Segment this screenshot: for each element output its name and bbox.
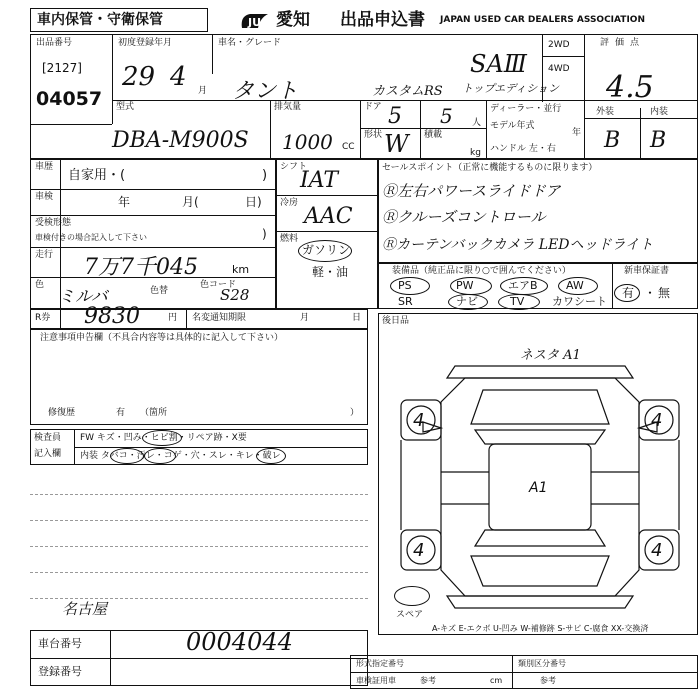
fuel-diesel: 軽・油	[312, 265, 349, 279]
org-name: 愛知	[276, 10, 310, 30]
class-number-label: 類別区分番号	[518, 659, 566, 668]
shape-value: W	[384, 130, 409, 158]
handwritten-footer: 名古屋	[62, 600, 108, 618]
equip-tv-circle	[498, 294, 540, 310]
first-reg-month-unit: 月	[198, 86, 208, 96]
equipment-label: 装備品（純正品に限り○で囲んでください）	[392, 266, 571, 276]
chassis-label: 車台番号	[38, 637, 82, 650]
repair-history-label: 修復歴	[48, 408, 76, 418]
equip-tv: TV	[510, 295, 525, 308]
type-code-value: DBA-M900S	[112, 128, 249, 153]
shift-value: IAT	[300, 168, 339, 193]
inspection-month: 月(	[182, 195, 199, 209]
dealer-import: ディーラー・並行	[490, 104, 562, 114]
svg-text:JU: JU	[248, 16, 262, 29]
shape-label: 形状	[364, 130, 383, 140]
new-warranty-label: 新車保証書	[624, 266, 670, 276]
notes-label: 注意事項申告欄（不具合内容等は具体的に記入して下さい）	[40, 333, 284, 343]
grade-score-label: 評価点	[600, 38, 646, 48]
spare-tire-icon	[394, 586, 430, 606]
mileage-label: 走行	[35, 250, 54, 260]
capacity-value: 5	[440, 104, 453, 128]
equip-aw-circle	[558, 277, 598, 295]
int-grade: B	[650, 128, 667, 153]
inspector-label: 検査員	[34, 433, 62, 443]
damage-legend: A-キズ E-エクボ U-凹み W-補修跡 S-サビ C-腐食 XX-交換済	[432, 624, 649, 633]
type-designation-label: 形式指定番号	[356, 659, 404, 668]
sales-point-2: Ⓡクルーズコントロール	[382, 208, 546, 226]
sales-point-3: Ⓡカーテンバックカメラ LEDヘッドライト	[382, 237, 654, 253]
model-grade: カスタムRS	[372, 84, 443, 99]
equip-seat: カワシート	[552, 295, 607, 308]
ju-logo	[238, 10, 272, 32]
name-change-month: 月	[300, 313, 310, 323]
inspector-scuff-circle	[256, 448, 286, 464]
inspector-int-line: 内装 タバコ・汚レ・コゲ・穴・スレ・キレ・破レ	[80, 451, 281, 461]
svg-text:A1: A1	[529, 480, 548, 496]
fuel-gasoline: ガソリン	[302, 243, 351, 257]
lot-number: 04057	[36, 88, 103, 110]
grade-score-value: 4.5	[606, 70, 654, 105]
type-approval-close: )	[262, 227, 267, 241]
name-change-day: 日	[352, 313, 362, 323]
spare-label: スペア	[396, 610, 424, 620]
svg-text:4: 4	[651, 410, 663, 431]
inspector-dirt-circle	[144, 448, 176, 464]
recycle-label: R券	[35, 313, 51, 323]
sales-points-label: セールスポイント（正常に機能するものに限ります）	[382, 163, 598, 173]
first-reg-month: 4	[170, 62, 187, 92]
capacity-label: 人	[472, 118, 482, 128]
entry-label: 記入欄	[34, 449, 62, 459]
dealer-handle: ハンドル 左・右	[490, 144, 556, 154]
cert-label: 車検証用車	[356, 676, 396, 685]
inspector-tobacco-circle	[110, 448, 144, 464]
doors-label: ドア	[364, 102, 382, 112]
lot-label: 出品番号	[36, 38, 73, 48]
equip-navi: ナビ	[456, 295, 478, 308]
form-title: 出品申込書	[340, 10, 425, 30]
warranty-yes: 有	[622, 286, 635, 300]
ext-grade: B	[604, 128, 621, 153]
diagram-top-note: ネスタ A1	[520, 348, 581, 363]
model-name: タント	[232, 79, 299, 104]
model-grade-edition: トップエディション	[462, 82, 560, 95]
shift-label: シフト	[280, 162, 308, 172]
equip-ps-circle	[390, 277, 430, 295]
equip-pw: PW	[456, 279, 474, 292]
first-reg-year: 29	[122, 62, 156, 92]
equip-airbag: エアB	[508, 279, 538, 292]
recycle-value: 9830	[84, 304, 140, 329]
ref-label: 参考	[420, 676, 436, 685]
svg-text:4: 4	[651, 540, 663, 561]
svg-text:4: 4	[413, 410, 425, 431]
cm-label: cm	[490, 676, 503, 685]
equip-pw-circle	[450, 277, 492, 295]
type-approval-note: 車検付きの場合記入して下さい	[35, 233, 147, 242]
inspection-year: 年	[118, 195, 131, 209]
svg-text:4: 4	[413, 540, 425, 561]
car-diagram	[395, 360, 685, 610]
equip-navi-circle	[448, 294, 488, 310]
model-label: 車名・グレード	[218, 38, 282, 48]
type-approval-label: 受検形態	[35, 218, 72, 228]
type-code-label: 型式	[116, 102, 135, 112]
mileage-unit: km	[232, 263, 250, 276]
warranty-yes-circle	[614, 284, 640, 302]
org-english: JAPAN USED CAR DEALERS ASSOCIATION	[440, 15, 645, 25]
inspection-day: 日)	[245, 195, 262, 209]
inspector-dent-circle	[142, 430, 182, 446]
history-value: 自家用・(	[68, 168, 126, 183]
color-value: ミルバ	[58, 287, 108, 307]
repair-history-paren: （箇所	[140, 408, 168, 418]
equip-sr: SR	[398, 295, 413, 308]
ac-label: 冷房	[280, 198, 299, 208]
color-code-label: 色コード	[200, 280, 237, 290]
warranty-sep: ・	[644, 286, 657, 300]
fuel-label: 燃料	[280, 234, 299, 244]
ref-label-2: 参考	[540, 676, 556, 685]
first-reg-label: 初度登録年月	[118, 38, 173, 48]
color-code-value: S28	[220, 286, 250, 304]
storage-label: 車内保管・守衛保管	[37, 12, 163, 28]
drive-2wd: 2WD	[548, 40, 570, 50]
name-change-label: 名変通知期限	[192, 313, 247, 323]
history-label: 車歴	[35, 162, 54, 172]
load-label: 積載	[424, 130, 443, 140]
ac-value: AAC	[304, 204, 353, 229]
registration-label: 登録番号	[38, 665, 82, 678]
equip-ps: PS	[398, 279, 412, 292]
ext-label: 外装	[596, 107, 615, 117]
equip-aw: AW	[566, 279, 584, 292]
inspection-label: 車検	[35, 192, 54, 202]
color-repaint-label: 色替	[150, 286, 169, 296]
sales-point-1: Ⓡ左右パワースライドドア	[382, 182, 561, 200]
load-unit: kg	[470, 148, 481, 158]
displacement-value: 1000	[282, 130, 333, 154]
dealer-model-year: モデル年式	[490, 121, 535, 131]
doors-value: 5	[388, 104, 402, 129]
warranty-no: 無	[658, 286, 671, 300]
equip-airbag-circle	[500, 277, 548, 295]
model-sa: SAⅢ	[470, 50, 527, 78]
inspector-fw-line: FW キズ・凹み・ヒビ割・リペア跡・X要	[80, 433, 247, 443]
mileage-value: 7万7千045	[84, 255, 198, 280]
int-label: 内装	[650, 107, 669, 117]
repair-history-value: 有	[116, 408, 126, 418]
displacement-label: 排気量	[274, 102, 302, 112]
repair-history-close: ）	[350, 408, 360, 418]
chassis-number: 0004044	[186, 628, 293, 656]
after-fields-label: 後日品	[382, 316, 410, 326]
drive-4wd: 4WD	[548, 64, 570, 74]
history-close: )	[262, 168, 268, 183]
color-label: 色	[35, 280, 45, 290]
dealer-year-unit: 年	[572, 128, 582, 138]
displacement-unit: CC	[342, 142, 355, 152]
lot-code: [2127]	[42, 61, 82, 75]
storage-box	[30, 8, 208, 32]
recycle-unit: 円	[168, 313, 178, 323]
